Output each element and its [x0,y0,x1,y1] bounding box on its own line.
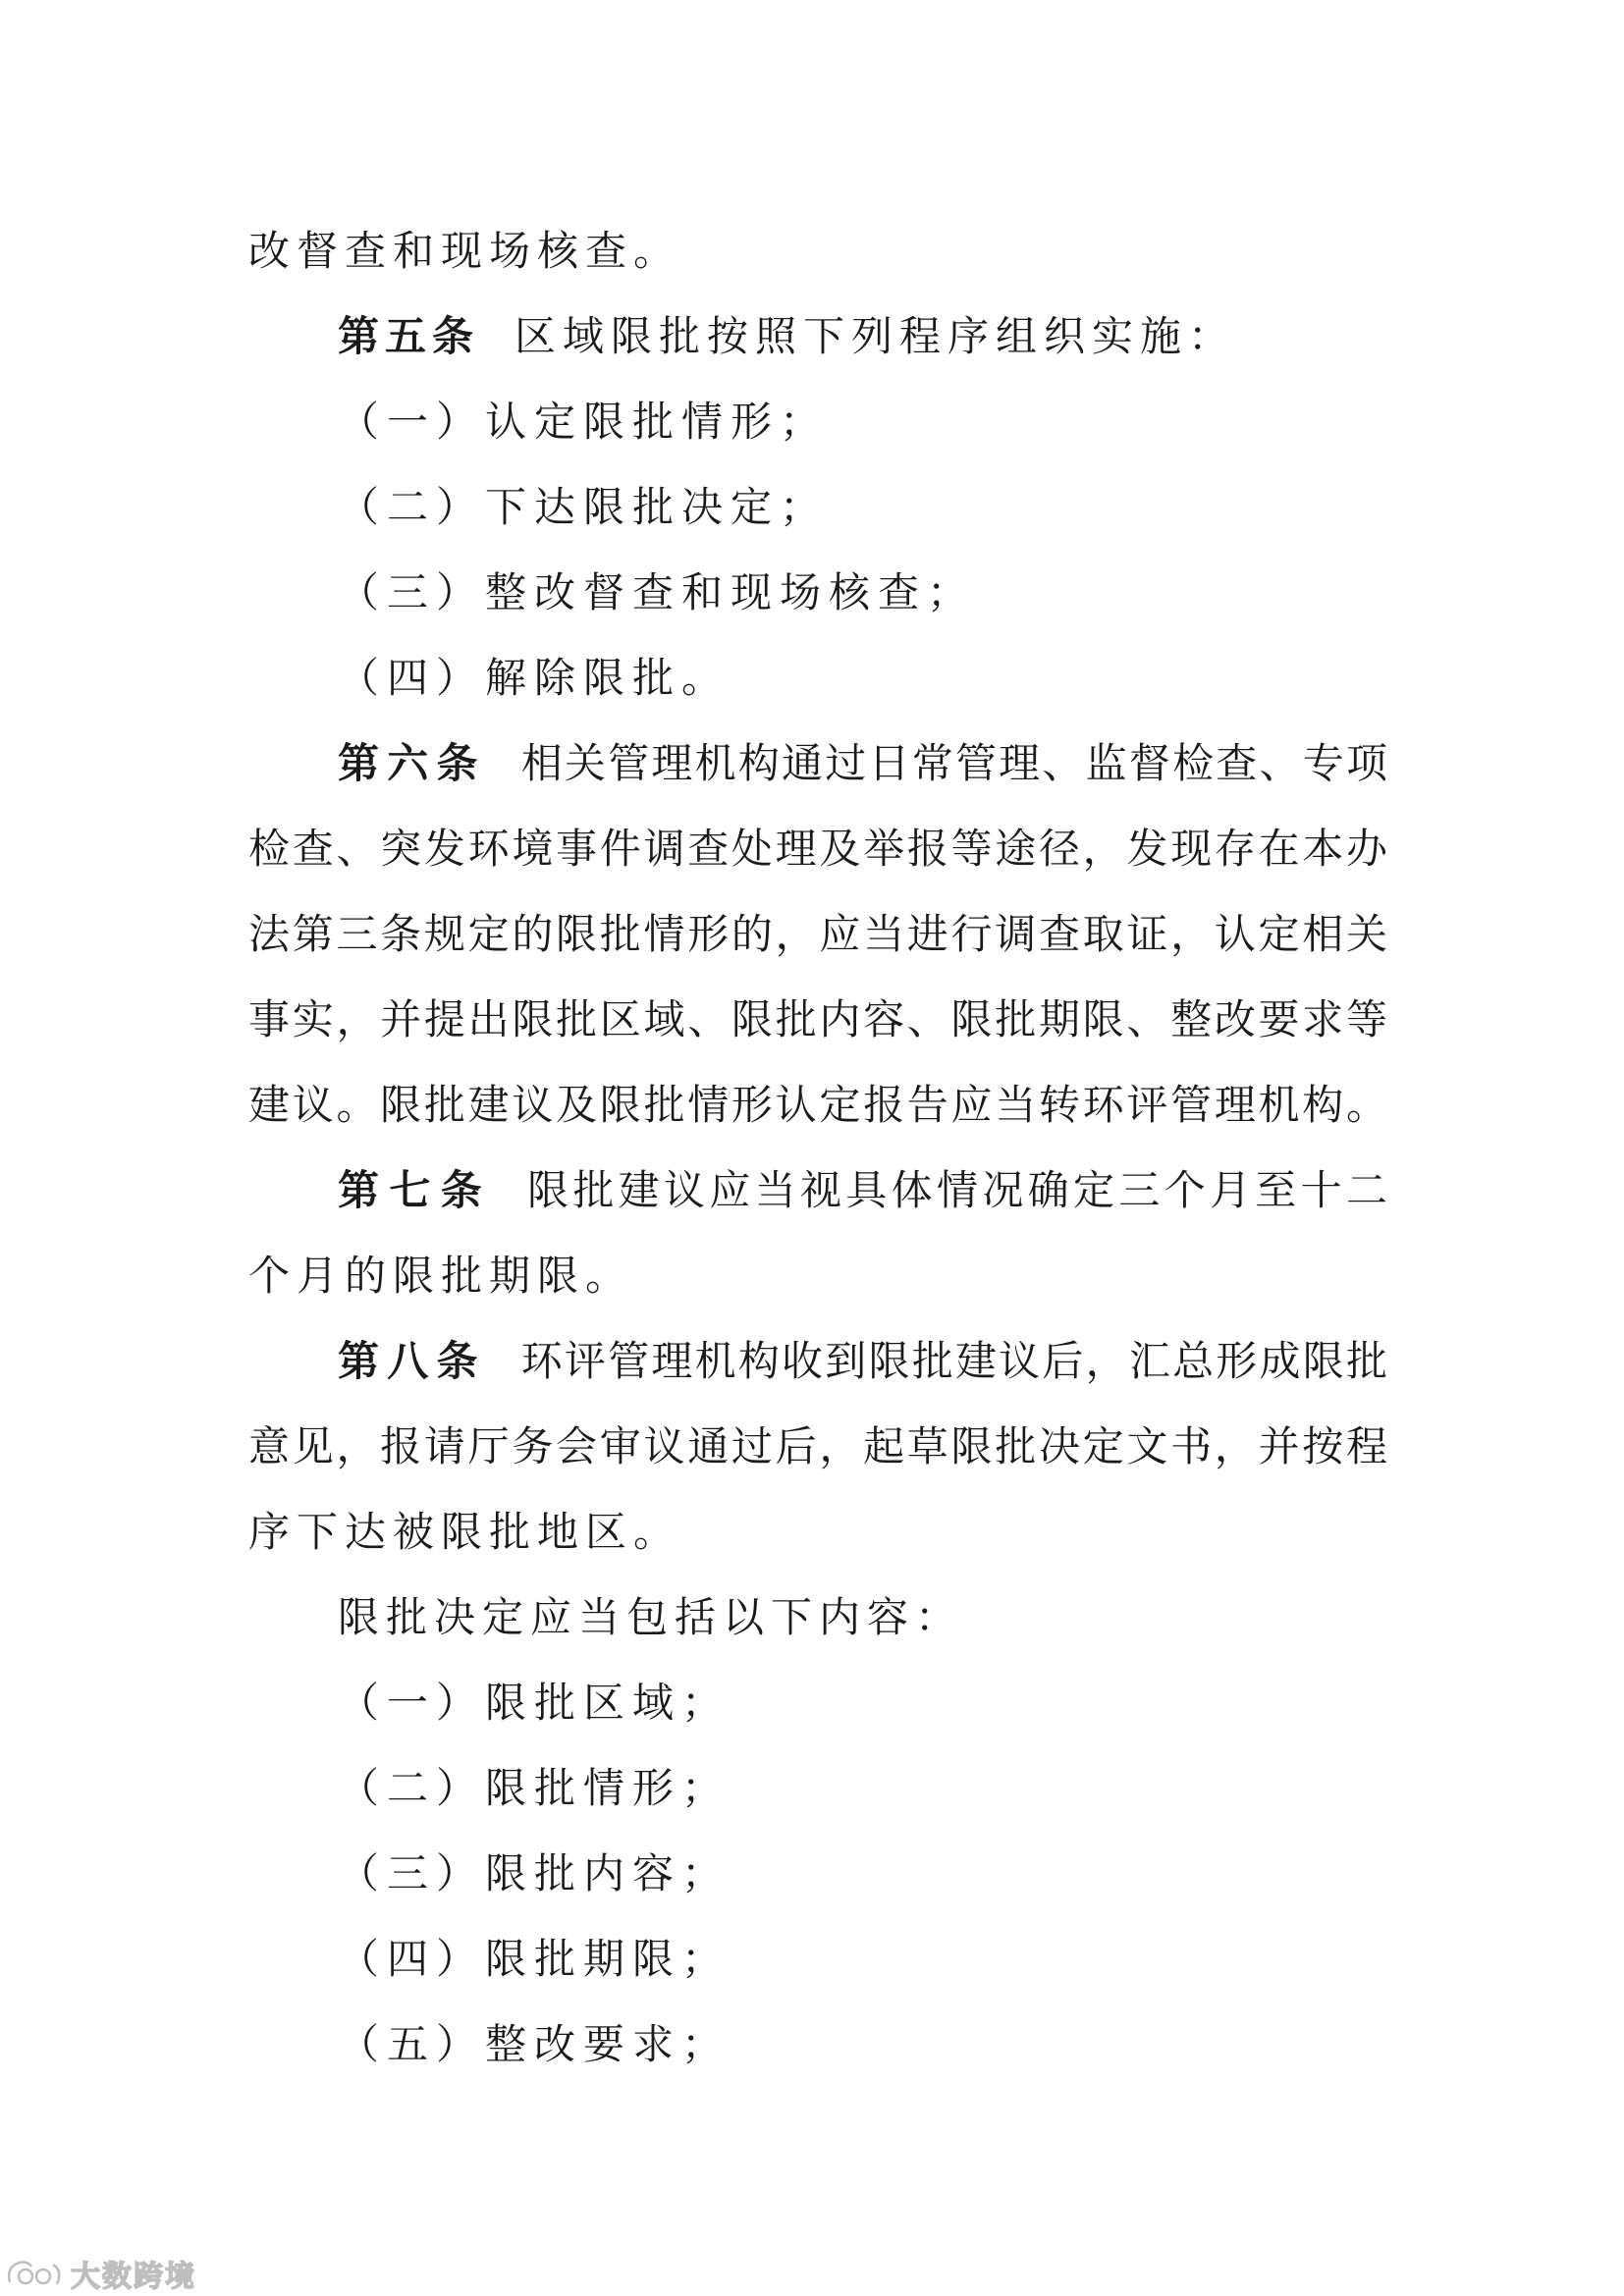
article-7-heading-line [338,1165,1387,1216]
article-7-line-1: 限批建议应当视具体情况确定三个月至十二 [527,1166,1387,1214]
article-5-item-1: （一）认定限批情形； [338,398,830,446]
article-8-heading-line [338,1336,1387,1387]
article-6-line-4: 事实，并提出限批区域、限批内容、限批期限、整改要求等 [248,995,1387,1043]
article-8-intro: 限批决定应当包括以下内容： [338,1593,964,1641]
article-5-item-4: （四）解除限批。 [338,654,731,702]
article-8-line-3: 序下达被限批地区。 [248,1508,682,1556]
article-8-item-1: （一）限批区域； [338,1679,731,1727]
watermark-logo-icon [4,2257,65,2290]
article-8-line-2: 意见，报请厅务会审议通过后，起草限批决定文书，并按程 [248,1422,1387,1470]
article-5-body: 区域限批按照下列程序组织实施： [514,312,1237,360]
article-6-line-2: 检查、突发环境事件调查处理及举报等途径，发现存在本办 [248,825,1387,873]
watermark-text: 大数跨境 [71,2260,196,2294]
article-6-line-1: 相关管理机构通过日常管理、监督检查、专项 [520,739,1387,787]
article-5-head: 第五条 [338,312,480,360]
article-8-item-4: （四）限批期限； [338,1935,731,1983]
article-8-item-2: （二）限批情形； [338,1764,731,1812]
paragraph-continuation: 改督查和现场核查。 [248,227,682,275]
article-6-line-5: 建议。限批建议及限批情形认定报告应当转环评管理机构。 [248,1081,1387,1129]
article-6-line-3: 法第三条规定的限批情形的，应当进行调查取证，认定相关 [248,910,1387,958]
article-7-line-2: 个月的限批期限。 [248,1252,634,1300]
article-8-item-3: （三）限批内容； [338,1849,731,1897]
article-8-head: 第八条 [338,1337,486,1385]
article-5-heading-line [338,311,1477,362]
article-5-item-3: （三）整改督查和现场核查； [338,568,977,616]
article-8-line-1: 环评管理机构收到限批建议后，汇总形成限批 [520,1337,1387,1385]
article-8-item-5: （五）整改要求； [338,2020,731,2068]
watermark [4,2254,196,2293]
article-5-item-2: （二）下达限批决定； [338,483,830,531]
article-7-head: 第七条 [338,1166,492,1214]
article-6-heading-line [338,738,1387,789]
article-6-head: 第六条 [338,739,486,787]
